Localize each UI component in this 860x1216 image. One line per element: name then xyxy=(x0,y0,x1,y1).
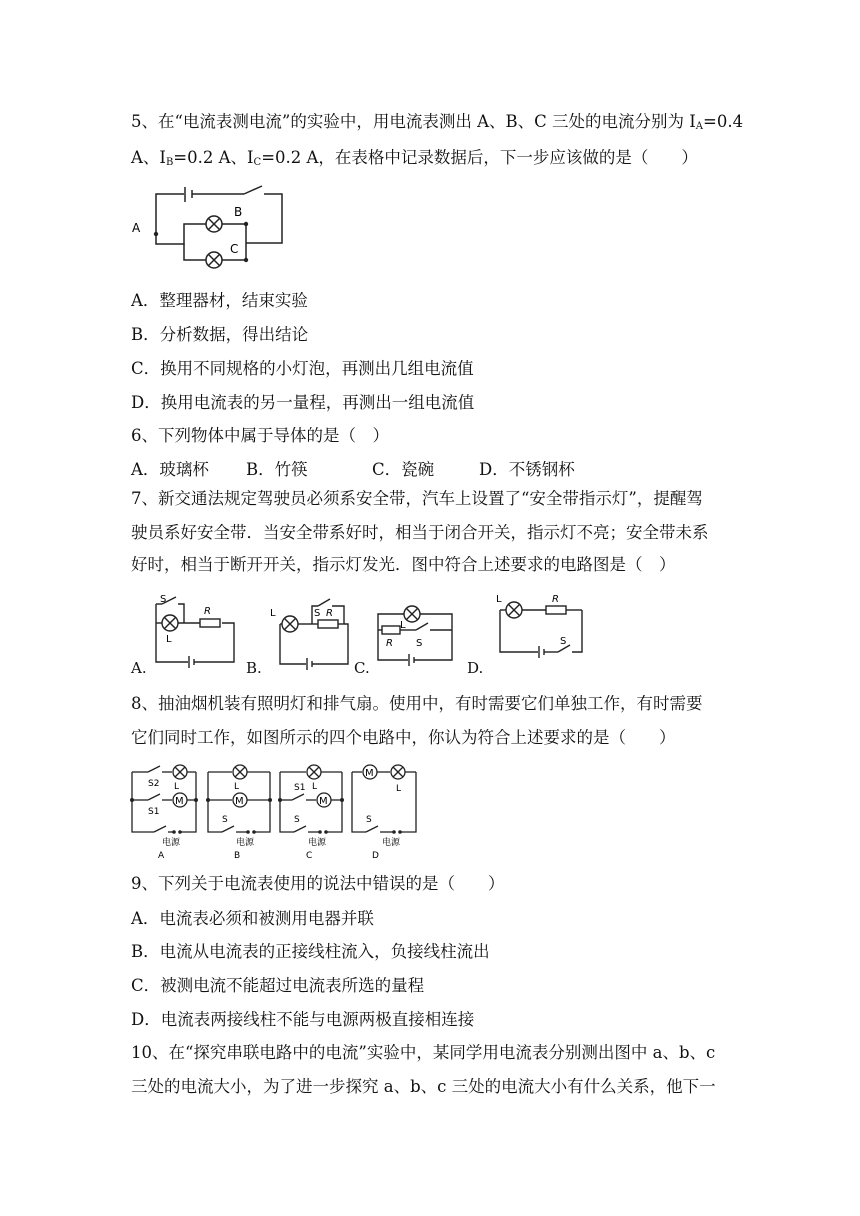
q7d-label-s: S xyxy=(560,636,567,647)
q9-option-a: A．电流表必须和被测用电器并联 xyxy=(131,909,374,928)
q7c-label-r: R xyxy=(386,638,393,649)
q7-option-label-b: B. xyxy=(246,659,262,677)
q6-option-d: D．不锈钢杯 xyxy=(479,460,575,479)
q8-figure-d xyxy=(348,758,420,860)
q10-stem-line-2: 三处的电流大小，为了进一步探究 a、b、c 三处的电流大小有什么关系，他下一 xyxy=(131,1077,716,1096)
q7a-label-l: L xyxy=(166,634,172,645)
q5-label-c: C xyxy=(230,242,239,256)
q8d-label-l: L xyxy=(396,784,402,794)
q5-stem-line-2: A、$I_B=0.2$ A、$I_C=0.2$ A，在表格中记录数据后，下一步应该做的是（ ） xyxy=(131,148,698,168)
q8a-label-s1: S1 xyxy=(148,807,160,817)
q7d-label-r: R xyxy=(552,594,559,605)
q8-figure-a xyxy=(128,762,200,860)
q8c-label-m: M xyxy=(319,796,328,807)
q8c-letter: C xyxy=(306,851,313,860)
q6-option-a: A．玻璃杯 xyxy=(131,460,209,479)
q8d-label-s: S xyxy=(366,815,372,825)
q6-option-b: B．竹筷 xyxy=(246,460,308,479)
q7a-label-s: S xyxy=(160,594,167,605)
q5-option-a: A．整理器材，结束实验 xyxy=(131,291,308,310)
q8d-label-m: M xyxy=(365,768,374,779)
q7-option-label-d: D. xyxy=(467,659,484,677)
q7b-label-l: L xyxy=(270,608,276,619)
q5-option-c: C．换用不同规格的小灯泡，再测出几组电流值 xyxy=(131,359,474,378)
q8d-label-power: 电源 xyxy=(382,838,401,848)
q8b-label-s: S xyxy=(222,815,228,825)
q5-stem-line-1: 5、在“电流表测电流”的实验中，用电流表测出 A、B、C 三处的电流分别为 $I_A=0.4$ xyxy=(131,112,744,132)
q7c-label-s: S xyxy=(416,638,423,649)
q8a-label-l: L xyxy=(174,782,180,792)
q7-figure-c xyxy=(372,600,458,666)
q5-option-d: D．换用电流表的另一量程，再测出一组电流值 xyxy=(131,393,475,412)
q8b-letter: B xyxy=(234,851,241,860)
q8b-label-m: M xyxy=(235,796,244,807)
q8c-label-power: 电源 xyxy=(308,838,327,848)
q9-option-c: C．被测电流不能超过电流表所选的量程 xyxy=(131,976,425,995)
q7b-label-s: S xyxy=(314,608,321,619)
q8a-label-s2: S2 xyxy=(148,779,160,789)
q7-figure-d xyxy=(494,590,588,664)
q7c-label-l: L xyxy=(400,620,406,631)
q7-figure-a xyxy=(148,592,240,672)
q8-figure-c xyxy=(276,762,346,860)
q7d-label-l: L xyxy=(496,594,502,605)
q7-figure-b xyxy=(268,594,356,672)
q7-option-label-a: A. xyxy=(131,659,147,677)
q9-option-b: B．电流从电流表的正接线柱流入，负接线柱流出 xyxy=(131,942,490,961)
q8b-label-l: L xyxy=(234,782,240,792)
q8b-label-power: 电源 xyxy=(236,838,255,848)
q9-stem: 9、下列关于电流表使用的说法中错误的是（ ） xyxy=(131,874,505,893)
q5-label-b: B xyxy=(234,205,243,219)
q7-stem-line-1: 7、新交通法规定驾驶员必须系安全带，汽车上设置了“安全带指示灯”，提醒驾 xyxy=(131,489,703,508)
q8c-label-l: L xyxy=(312,782,318,792)
q8-stem-line-1: 8、抽油烟机装有照明灯和排气扇。使用中，有时需要它们单独工作，有时需要 xyxy=(131,694,703,713)
q8a-label-power: 电源 xyxy=(162,838,181,848)
q8a-label-m: M xyxy=(175,796,184,807)
q9-option-d: D．电流表两接线柱不能与电源两极直接相连接 xyxy=(131,1010,475,1029)
q5-circuit-figure xyxy=(128,178,288,276)
q8-stem-line-2: 它们同时工作，如图所示的四个电路中，你认为符合上述要求的是（ ） xyxy=(131,728,676,747)
q7b-label-r: R xyxy=(326,608,333,619)
q8c-label-s1: S1 xyxy=(294,783,306,793)
q8d-letter: D xyxy=(372,851,379,860)
q8a-letter: A xyxy=(158,851,165,860)
q8c-label-s: S xyxy=(294,815,300,825)
q10-stem-line-1: 10、在“探究串联电路中的电流”实验中，某同学用电流表分别测出图中 a、b、c xyxy=(131,1043,716,1062)
q7-stem-line-2: 驶员系好安全带．当安全带系好时，相当于闭合开关，指示灯不亮；安全带未系 xyxy=(131,523,709,542)
q8-figure-b xyxy=(204,762,274,860)
q6-stem: 6、下列物体中属于导体的是（ ） xyxy=(131,426,389,445)
q5-option-b: B．分析数据，得出结论 xyxy=(131,325,309,344)
q5-label-a: A xyxy=(132,221,141,235)
q7-option-label-c: C. xyxy=(354,659,370,677)
q7-stem-line-3: 好时，相当于断开开关，指示灯发光．图中符合上述要求的电路图是（ ） xyxy=(131,555,676,574)
q7a-label-r: R xyxy=(204,606,211,617)
q6-option-c: C．瓷碗 xyxy=(372,460,435,479)
